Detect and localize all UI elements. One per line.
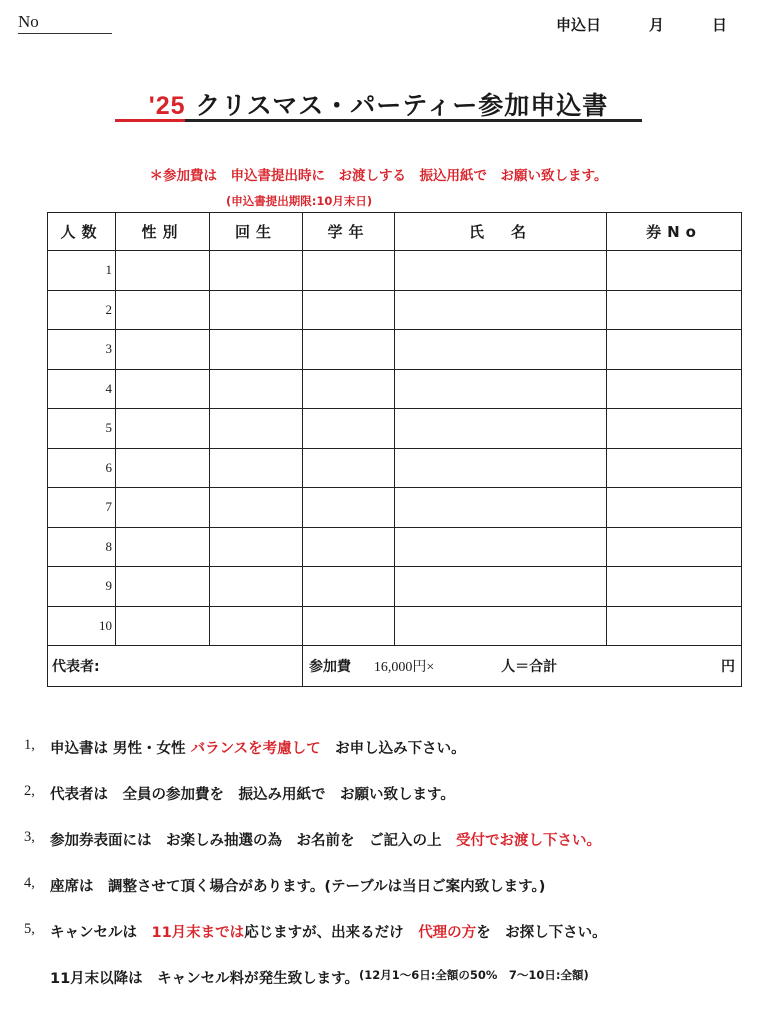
- cell-class-year[interactable]: [210, 330, 303, 370]
- cell-count: 10: [48, 606, 116, 646]
- table-header-row: [48, 213, 742, 251]
- cell-grade[interactable]: [303, 488, 395, 528]
- note-highlight: 受付でお渡し下さい。: [456, 833, 601, 849]
- header-count: 人数: [48, 213, 116, 251]
- fee-cell[interactable]: [303, 646, 742, 687]
- header-gender: 性別: [116, 213, 210, 251]
- cell-ticket-no[interactable]: [607, 251, 742, 291]
- cell-count: 6: [48, 448, 116, 488]
- table-row: [48, 369, 742, 409]
- cell-gender[interactable]: [116, 606, 210, 646]
- table-row: [48, 606, 742, 646]
- cell-class-year[interactable]: [210, 251, 303, 291]
- number-label: No: [18, 12, 39, 31]
- note-segment: 代表者は 全員の参加費を 振込み用紙で お願い致します。: [50, 787, 455, 803]
- note-text: [50, 921, 607, 967]
- table-row: [48, 448, 742, 488]
- note-segment: 応じますが、出来るだけ: [244, 925, 419, 941]
- note-segment: を お探し下さい。: [476, 925, 607, 941]
- application-table: [47, 212, 742, 687]
- header-class-year: 回生: [210, 213, 303, 251]
- cell-class-year[interactable]: [210, 409, 303, 449]
- note-item: [24, 737, 744, 783]
- cell-ticket-no[interactable]: [607, 527, 742, 567]
- cell-name[interactable]: [395, 409, 607, 449]
- cell-class-year[interactable]: [210, 448, 303, 488]
- cell-gender[interactable]: [116, 448, 210, 488]
- cell-grade[interactable]: [303, 369, 395, 409]
- payment-notice: ＊参加費は 申込書提出時に お渡しする 振込用紙で お願い致します。: [149, 168, 608, 184]
- table-row: [48, 290, 742, 330]
- note-text: [50, 737, 466, 783]
- note-number: 2,: [24, 783, 35, 799]
- application-date: [556, 14, 727, 35]
- cancellation-fee-detail: (12月1～6日:全額の50% 7～10日:全額): [359, 968, 589, 982]
- cell-grade[interactable]: [303, 448, 395, 488]
- cell-gender[interactable]: [116, 567, 210, 607]
- cell-count: 2: [48, 290, 116, 330]
- cell-class-year[interactable]: [210, 527, 303, 567]
- note-highlight: 11月末までは: [151, 925, 245, 941]
- cell-ticket-no[interactable]: [607, 448, 742, 488]
- header-name: 氏 名: [395, 213, 607, 251]
- note-number: 1,: [24, 737, 35, 753]
- date-label: 申込日: [556, 16, 602, 34]
- note-item: [24, 921, 744, 967]
- cell-grade[interactable]: [303, 330, 395, 370]
- cell-ticket-no[interactable]: [607, 488, 742, 528]
- cell-ticket-no[interactable]: [607, 330, 742, 370]
- day-label: 日: [712, 16, 728, 34]
- note-number: 5,: [24, 921, 35, 937]
- cell-name[interactable]: [395, 369, 607, 409]
- cell-name[interactable]: [395, 488, 607, 528]
- cell-name[interactable]: [395, 527, 607, 567]
- cell-count: 3: [48, 330, 116, 370]
- cancellation-fee-note: [24, 967, 744, 1013]
- note-item: [24, 875, 744, 921]
- cell-count: 1: [48, 251, 116, 291]
- note-segment: キャンセルは: [50, 925, 152, 941]
- notes-list: [24, 737, 744, 1013]
- cell-name[interactable]: [395, 606, 607, 646]
- cell-gender[interactable]: [116, 369, 210, 409]
- yen-label: 円: [721, 659, 735, 675]
- table-row: [48, 488, 742, 528]
- fee-total-label: 人＝合計: [501, 659, 558, 675]
- cell-class-year[interactable]: [210, 290, 303, 330]
- title-underline: [115, 119, 642, 122]
- cell-class-year[interactable]: [210, 369, 303, 409]
- cell-gender[interactable]: [116, 527, 210, 567]
- number-field-line[interactable]: [18, 33, 112, 34]
- month-label: 月: [649, 16, 665, 34]
- cell-class-year[interactable]: [210, 567, 303, 607]
- note-highlight: 代理の方: [418, 925, 477, 941]
- title-year: '25: [148, 92, 186, 120]
- note-item: [24, 783, 744, 829]
- note-segment: お申し込み下さい。: [320, 741, 466, 757]
- submission-deadline: (申込書提出期限:10月末日): [226, 194, 373, 208]
- header-grade: 学年: [303, 213, 395, 251]
- cell-gender[interactable]: [116, 251, 210, 291]
- table-row: [48, 567, 742, 607]
- note-number: 4,: [24, 875, 35, 891]
- cell-name[interactable]: [395, 251, 607, 291]
- cell-grade[interactable]: [303, 290, 395, 330]
- table-footer-row: [48, 646, 742, 687]
- title-underline-accent: [115, 119, 185, 122]
- cell-count: 8: [48, 527, 116, 567]
- cell-grade[interactable]: [303, 251, 395, 291]
- cancellation-fee-text: 11月末以降は キャンセル料が発生致します。: [50, 971, 360, 987]
- note-text: [50, 875, 545, 921]
- page-title: [0, 86, 757, 122]
- note-highlight: バランスを考慮して: [190, 741, 321, 757]
- note-segment: 申込書は 男性・女性: [50, 741, 191, 757]
- note-number: 3,: [24, 829, 35, 845]
- cell-ticket-no[interactable]: [607, 290, 742, 330]
- table-row: [48, 527, 742, 567]
- note-segment: 参加券表面には お楽しみ抽選の為 お名前を ご記入の上: [50, 833, 456, 849]
- cell-class-year[interactable]: [210, 488, 303, 528]
- cell-name[interactable]: [395, 330, 607, 370]
- cell-ticket-no[interactable]: [607, 567, 742, 607]
- title-text: クリスマス・パーティー参加申込書: [195, 91, 609, 120]
- cell-count: 5: [48, 409, 116, 449]
- cell-count: 9: [48, 567, 116, 607]
- header-ticket-no: 券No: [607, 213, 742, 251]
- note-text: [50, 783, 455, 829]
- cell-gender[interactable]: [116, 409, 210, 449]
- cell-count: 4: [48, 369, 116, 409]
- note-text: [50, 829, 601, 875]
- cell-grade[interactable]: [303, 527, 395, 567]
- note-segment: 座席は 調整させて頂く場合があります。(テーブルは当日ご案内致します。): [50, 879, 546, 895]
- table-row: [48, 330, 742, 370]
- cell-grade[interactable]: [303, 409, 395, 449]
- table-row: [48, 251, 742, 291]
- cell-ticket-no[interactable]: [607, 409, 742, 449]
- cell-grade[interactable]: [303, 606, 395, 646]
- cell-count: 7: [48, 488, 116, 528]
- cell-grade[interactable]: [303, 567, 395, 607]
- fee-price: 16,000円×: [373, 660, 435, 675]
- fee-label: 参加費: [309, 659, 351, 675]
- cell-gender[interactable]: [116, 330, 210, 370]
- cell-gender[interactable]: [116, 290, 210, 330]
- note-item: [24, 829, 744, 875]
- cell-name[interactable]: [395, 567, 607, 607]
- cell-ticket-no[interactable]: [607, 606, 742, 646]
- cell-gender[interactable]: [116, 488, 210, 528]
- table-row: [48, 409, 742, 449]
- cell-name[interactable]: [395, 290, 607, 330]
- cell-class-year[interactable]: [210, 606, 303, 646]
- cell-name[interactable]: [395, 448, 607, 488]
- representative-label: 代表者:: [52, 659, 100, 675]
- representative-cell[interactable]: [48, 646, 303, 687]
- cell-ticket-no[interactable]: [607, 369, 742, 409]
